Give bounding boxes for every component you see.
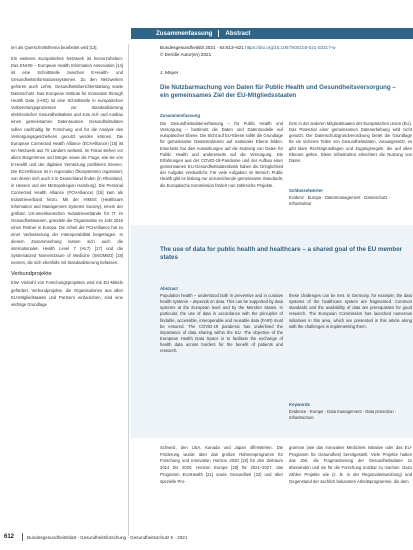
english-keywords-label: Keywords bbox=[289, 402, 310, 407]
left-paragraph-2: Ein weiteres Europäisches Netzwerk ist hervorzuheben: Das ENHIS – European Health Information Association [14] ist eine Schnittstelle zwischen E-Health- und Gesundheitsinformationssystemen. Zu den Netzwerken gehören auch Lehre, Gesundheitsberichterstattung sowie Datenschutz. Das European Institute for Innovation through Health Data (i~HD) ist eine Schnittstelle in europäischen Vorbereitungsprozessen zur Standardisierung elektronischer Gesundheitsakten und zum Auf- und Ausbau eines gemeinsamen Datenraumes. Gesundheitsdaten sollen nachhaltig für Forschung und für die Analyse des Versorgungsgeschehens genutzt werden können. Die European Connected Health Alliance (ECHAlliance) [15] ist ein Netzwerk aus 70 Ländern weltweit. Im Fokus stehen vor allem Bürgerinnen und Bürger sowie die Frage, wie sie von E-Health und der digitalen Vernetzung profitieren können. Die ECHAlliance ist in regionalen Ökosystemen organisiert, von denen sich auch 3 in Deutschland finden (in Rheinland, in Hessen und der Metropolregion Hamburg). Die Personal Connected Health Alliance (PCHAlliance) [16] kam als Industrieverband hinzu. Mit der HIMSS (Healthcare Information and Management Systems Society), einem der größten US-amerikanischen Industrieverbände für IT im Gesundheitswesen, gründete die Organisation im Jahr 2016 einen Partner in Europa. Die Arbeit der PCHAlliance hat zu einer Verbesserung der Interoperabilität beigetragen. In diesem Zusammenhang lassen sich auch die internationalen Health Level 7 (HL7) [17] und die Systematized Nomenclature of Medicine (SNOMED) [18] nennen, die sich ebenfalls mit Standardisierung befassen. bbox=[11, 56, 123, 266]
left-paragraph-3: Eine Vielzahl von Forschungsprojekten wird mit EU-Mitteln gefördert. Verbundprojekte, die Organisationen aus allen EU-Mitgliedstaaten und Partnern einbeziehen, sind eine wichtige Grundlage bbox=[11, 280, 123, 307]
copyright-text: © Der/die Autor(en) 2021 bbox=[160, 51, 212, 57]
german-abstract-col-1: Die Gesundheitsdatenerfassung – für Public Health und Versorgung – bestimmt die Daten und Datenmodelle auf europäischer Ebene. Die Sicht auf EU-Ebene sollte die Grundlage für gemeinsame Datenstrukturen auf nationaler Ebene bilden. Einerseits hat dies Auswirkungen auf die Nutzung von Daten für Public Health und andererseits auf die Versorgung. Die Erfahrungen aus der COVID-19-Pandemie und der Aufbau einer gemeinsamen EU-Gesundheitsdatenbank haben die Dringlichkeit der Aufgabe verdeutlicht. Für viele Aufgaben im Bereich Public Health gibt es bislang nur unzureichende gemeinsame Standards; die Europäische Kommission fördert nun zahlreiche Projekte. bbox=[160, 121, 283, 188]
abstract-header-bar bbox=[131, 28, 413, 39]
body-text-col-1: Schweiz, den USA, Kanada und Japan offenstehen. Die Förderung wurde über das großen Rahmenprogramm für Forschung und Innovation Horizon 2020 [19] für den Zeitraum 2014 bis 2020, Horizon Europe [20] für 2021–2027, das Programm EU4Health [21] sowie Gesundheit [22] und über spezielle Pro- bbox=[160, 445, 283, 484]
english-article-title: The use of data for public health and healthcare – a shared goal of the EU member states bbox=[160, 246, 403, 262]
english-abstract-label: Abstract bbox=[160, 286, 178, 291]
german-keywords: Evidenz · Europa · Datenmanagement · Datenschutz · Infrastruktur bbox=[289, 195, 391, 206]
english-abstract-col-1: Population health – understood both in preventive and in curative health systems – depends on data. This can be supported by data systems at the European level and by the Member States. In particular, the use of data in accordance with the principles of findable, accessible, interoperable and reusable data (FAIR) must be ensured. The COVID-19 pandemic has underlined the importance of data sharing within the EU. The objective of the European Health Data Space is to facilitate the exchange of health data across borders for the benefit of patients and research. bbox=[160, 293, 283, 354]
author-name: J. Mayer bbox=[160, 71, 179, 76]
doi-link[interactable]: https://doi.org/10.1007/s00103-021-03317-w bbox=[245, 45, 336, 50]
body-text-col-2: gramme (wie das Innovative Medicines Initiative oder das EU-Programm für Gesundheit) bereitgestellt. Viele Projekte hatten das Ziel, die Fragmentierung der Gesundheitsdaten zu überwinden und sie für die Forschung nutzbar zu machen. Dazu zählen Projekte wie (z. B. in der Regionalentwicklung) und Gegenstand der sachlich bekannten Arbeitsprogramme, die dem bbox=[289, 445, 412, 484]
page-footer bbox=[4, 532, 187, 542]
footer-separator bbox=[22, 533, 23, 541]
section-heading-verbundprojekte: Verbundprojekte bbox=[11, 271, 52, 278]
english-keywords: Evidence · Europe · Data management · Data protection · Infrastructure bbox=[289, 409, 397, 420]
column-divider bbox=[128, 44, 129, 536]
english-abstract-col-2: these challenges can be met. In Germany, for example, the data systems of the healthcare system are fragmented. Common standards and the availability of data are prerequisites for good research. The European Commission has launched numerous initiatives in this area, which are presented in this article along with the challenges in implementing them. bbox=[289, 293, 412, 329]
left-paragraph-1: ten als Querschnittsthema bearbeitet wird [13]. bbox=[11, 45, 98, 50]
header-separator bbox=[218, 30, 219, 37]
page-number: 612 bbox=[4, 534, 15, 540]
journal-name: Bundesgesundheitsblatt - Gesundheitsforschung - Gesundheitsschutz 5 · 2021 bbox=[27, 534, 188, 540]
citation-reference: Bundesgesundheitsbl 2021 · 64:613–621 bbox=[160, 45, 244, 50]
german-keywords-label: Schlüsselwörter bbox=[289, 188, 323, 193]
german-abstract-col-2: form in der anderen Mitgliedstaaten der Europäischen Union (EU). Das Potenzial einer gemeinsamen Datenerhebung wird nicht genutzt. Die Datenschutzgrundverordnung bietet die Grundlage für ein sicheres Teilen von Gesundheitsdaten, vorausgesetzt, es gibt klare Rechtsgrundlagen und Zugangsregeln, die auf allen Ebenen gelten. Diese Infrastruktur erleichtert die Nutzung von Daten. bbox=[289, 121, 412, 163]
citation-block bbox=[160, 45, 335, 58]
header-title: Zusammenfassung bbox=[156, 30, 213, 37]
header-subtitle: Abstract bbox=[225, 30, 251, 37]
german-abstract-label: Zusammenfassung bbox=[160, 113, 201, 118]
left-column-text bbox=[11, 44, 123, 534]
citation-line-2 bbox=[160, 52, 335, 59]
german-article-title: Die Nutzbarmachung von Daten für Public Health und Gesundheitsversorgung – ein gemeinsames Ziel der EU-Mitgliedsstaaten bbox=[160, 84, 396, 100]
